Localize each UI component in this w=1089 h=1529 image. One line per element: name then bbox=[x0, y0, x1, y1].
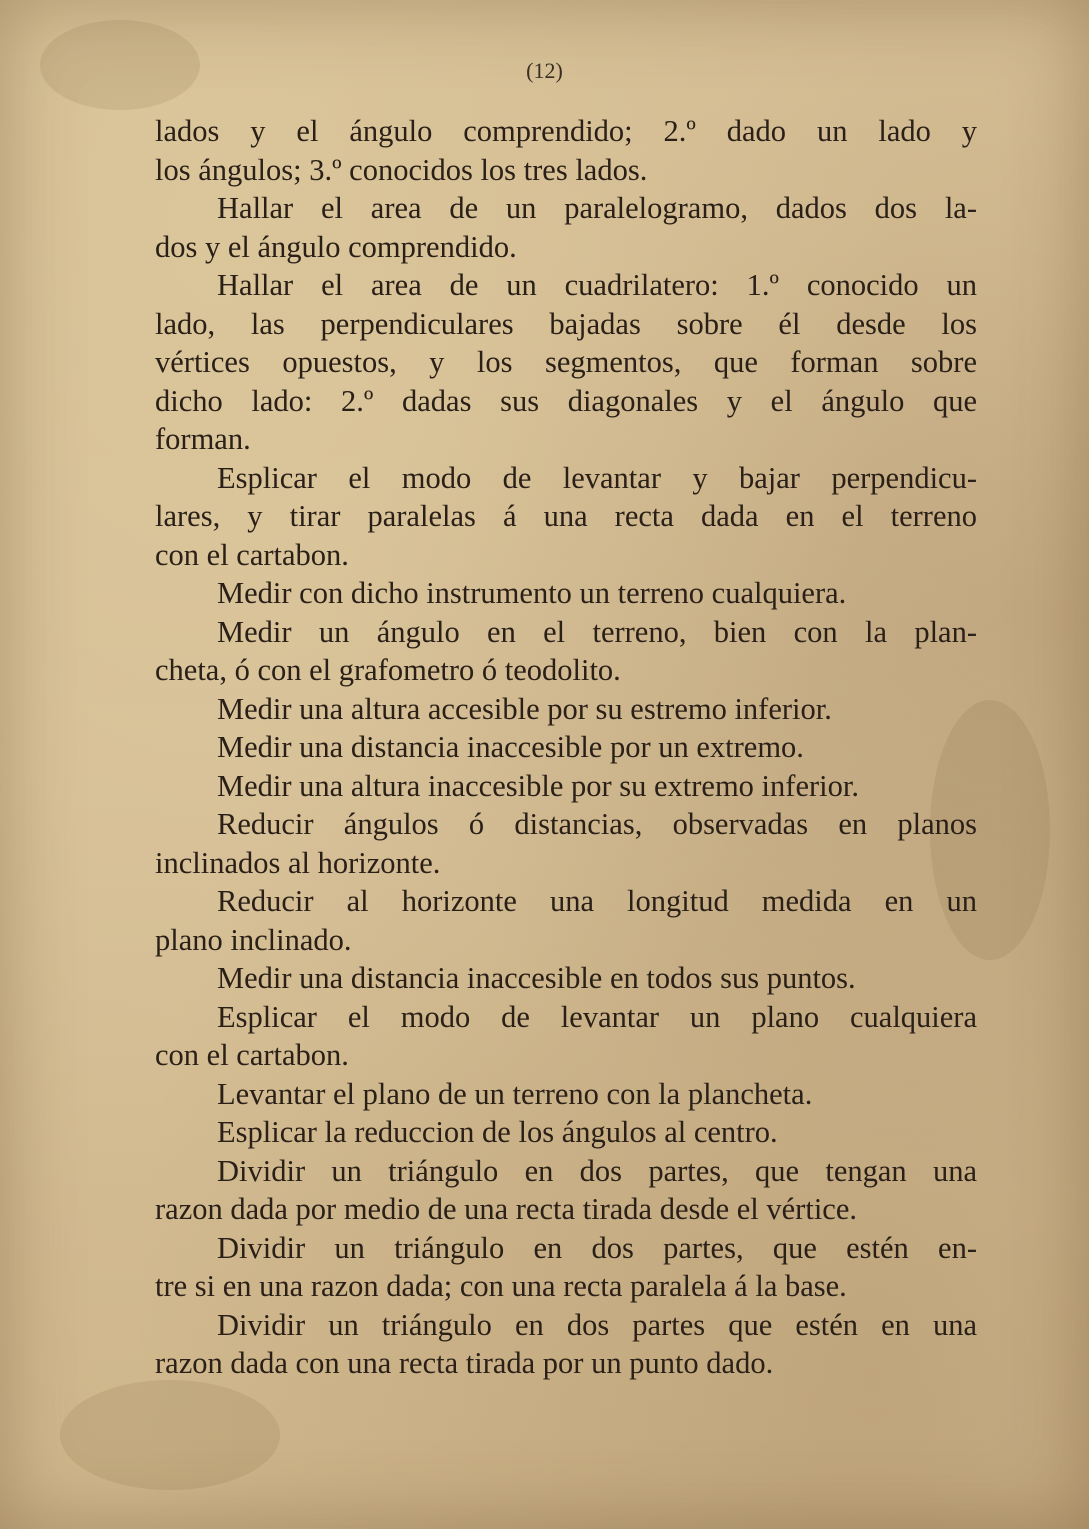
text-line: Dividir un triángulo en dos partes, que tengan una bbox=[217, 1153, 977, 1188]
text-line: Medir con dicho instrumento un terreno cualquiera. bbox=[217, 576, 847, 610]
paragraph bbox=[155, 690, 977, 729]
text-line: inclinados al horizonte. bbox=[155, 845, 441, 880]
text-line: dicho lado: 2.º dadas sus diagonales y el ángulo que bbox=[155, 383, 977, 418]
paragraph bbox=[155, 1152, 977, 1229]
paragraph bbox=[155, 1113, 977, 1152]
paragraph bbox=[155, 728, 977, 767]
paragraph bbox=[155, 613, 977, 690]
page-number: (12) bbox=[526, 58, 563, 83]
text-line: razon dada por medio de una recta tirada desde el vértice. bbox=[155, 1192, 857, 1226]
paragraph bbox=[155, 574, 977, 613]
text-line: tre si en una razon dada; con una recta paralela á la base. bbox=[155, 1269, 847, 1303]
text-line: Hallar el area de un paralelogramo, dados dos la- bbox=[217, 191, 977, 225]
text-line: Medir una distancia inaccesible en todos sus puntos. bbox=[217, 961, 856, 995]
text-line: Medir una altura accesible por su estremo inferior. bbox=[217, 691, 832, 726]
paragraph bbox=[155, 1229, 977, 1306]
text-line: Medir una altura inaccesible por su extremo inferior. bbox=[217, 768, 859, 803]
text-line: los ángulos; 3.º conocidos los tres lados. bbox=[155, 152, 648, 187]
paragraph bbox=[155, 805, 977, 882]
text-line: Medir un ángulo en el terreno, bien con la plan- bbox=[217, 614, 977, 649]
paragraph bbox=[155, 882, 977, 959]
text-line: lado, las perpendiculares bajadas sobre él desde los bbox=[155, 306, 977, 341]
paragraph bbox=[155, 998, 977, 1075]
text-line: Medir una distancia inaccesible por un extremo. bbox=[217, 730, 804, 764]
text-line: Reducir ángulos ó distancias, observadas en planos bbox=[217, 807, 977, 841]
paragraph bbox=[155, 959, 977, 998]
text-line: Dividir un triángulo en dos partes que estén en una bbox=[217, 1307, 977, 1342]
paragraph bbox=[155, 1306, 977, 1383]
paragraph bbox=[155, 112, 977, 189]
text-line: forman. bbox=[155, 422, 251, 456]
text-line: razon dada con una recta tirada por un punto dado. bbox=[155, 1346, 774, 1380]
text-line: con el cartabon. bbox=[155, 537, 349, 572]
text-line: Hallar el area de un cuadrilatero: 1.º conocido un bbox=[217, 268, 977, 302]
text-line: lados y el ángulo comprendido; 2.º dado un lado y bbox=[155, 114, 977, 148]
text-line: plano inclinado. bbox=[155, 922, 352, 957]
paper-stain bbox=[60, 1380, 280, 1490]
paragraph bbox=[155, 189, 977, 266]
text-line: Esplicar el modo de levantar y bajar perpendicu- bbox=[217, 460, 977, 495]
text-line: Dividir un triángulo en dos partes, que estén en- bbox=[217, 1230, 977, 1265]
paragraph bbox=[155, 767, 977, 806]
text-line: dos y el ángulo comprendido. bbox=[155, 229, 517, 264]
text-line: Esplicar la reduccion de los ángulos al centro. bbox=[217, 1115, 778, 1149]
text-line: Levantar el plano de un terreno con la plancheta. bbox=[217, 1076, 813, 1111]
text-line: vértices opuestos, y los segmentos, que forman sobre bbox=[155, 345, 977, 379]
text-line: lares, y tirar paralelas á una recta dada en el terreno bbox=[155, 499, 977, 533]
paragraph bbox=[155, 459, 977, 575]
text-line: Esplicar el modo de levantar un plano cualquiera bbox=[217, 999, 977, 1034]
text-line: cheta, ó con el grafometro ó teodolito. bbox=[155, 653, 621, 687]
body-text bbox=[155, 112, 977, 1383]
text-line: Reducir al horizonte una longitud medida en un bbox=[217, 884, 977, 918]
paragraph bbox=[155, 266, 977, 459]
text-line: con el cartabon. bbox=[155, 1038, 349, 1072]
paragraph bbox=[155, 1075, 977, 1114]
